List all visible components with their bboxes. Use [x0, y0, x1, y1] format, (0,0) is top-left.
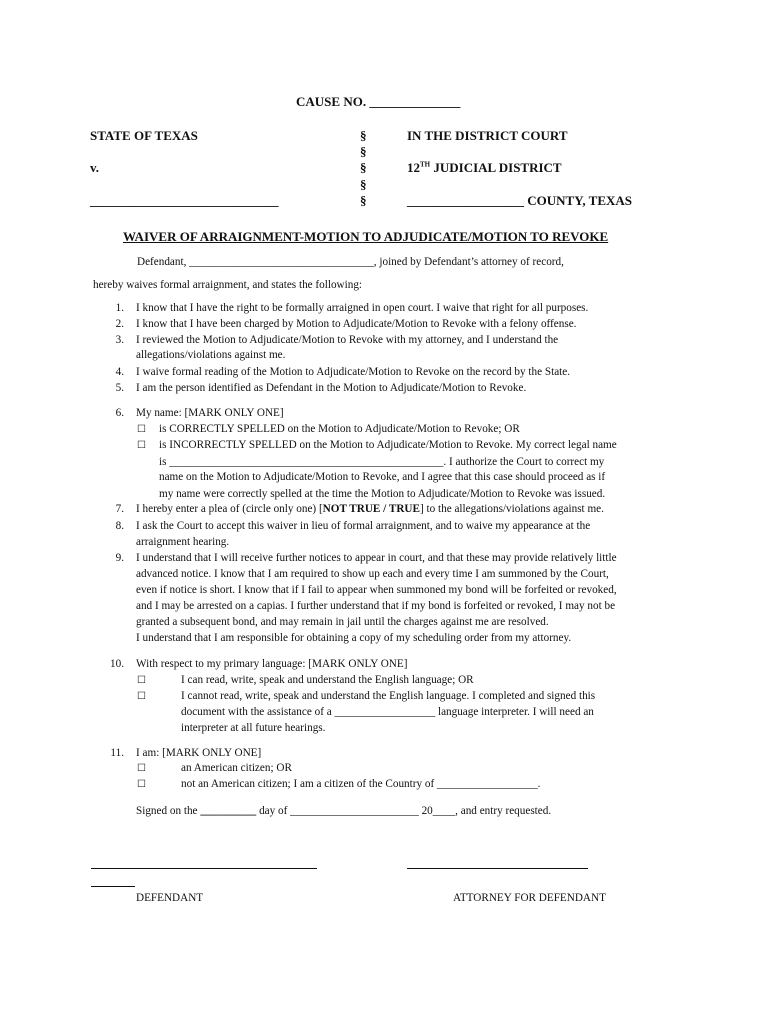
item-text: granted a subsequent bond, and may remain in jail until the charges against me are resolved. — [136, 616, 549, 628]
versus: v. — [90, 160, 100, 175]
signed-rest: day of _______________________ 20____, and entry requested. — [256, 805, 552, 817]
option-text: my name were correctly spelled at the time the Motion to Adjudicate/Motion to Revoke was issued. — [159, 488, 606, 500]
item-number: 1. — [115, 302, 124, 314]
option-text: I cannot read, write, speak and understand the English language. I completed and signed this — [181, 690, 596, 702]
item-text — [136, 503, 604, 515]
district-ordinal: TH — [420, 160, 431, 169]
section-mark: § — [360, 144, 367, 159]
defendant-signature-line-short — [91, 886, 135, 887]
county-texas: __________________ COUNTY, TEXAS — [407, 193, 633, 208]
defendant-label: DEFENDANT — [136, 892, 204, 904]
section-mark: § — [360, 128, 367, 143]
district-number: 12 — [407, 160, 420, 175]
item-text: I understand that I will receive further notices to appear in court, and that these may provide relatively little — [136, 552, 617, 564]
item-text: I understand that I am responsible for obtaining a copy of my scheduling order from my attorney. — [136, 632, 572, 644]
checkbox[interactable]: ☐ — [137, 440, 146, 451]
section-mark: § — [360, 177, 367, 192]
option-text: I can read, write, speak and understand the English language; OR — [181, 674, 474, 686]
item-number: 5. — [115, 382, 124, 394]
item-text: I waive formal reading of the Motion to Adjudicate/Motion to Revoke on the record by the State. — [136, 366, 571, 378]
item-number: 2. — [115, 318, 124, 330]
item-number: 6. — [115, 407, 124, 419]
option-text: an American citizen; OR — [181, 762, 292, 774]
item-text: arraignment hearing. — [136, 536, 230, 548]
item-number: 3. — [115, 334, 124, 346]
option-text: is CORRECTLY SPELLED on the Motion to Adjudicate/Motion to Revoke; OR — [159, 423, 520, 435]
item-text: I ask the Court to accept this waiver in lieu of formal arraignment, and to waive my appearance at the — [136, 520, 591, 532]
defendant-signature-line — [91, 868, 317, 869]
item-text: My name: [MARK ONLY ONE] — [136, 407, 284, 419]
item-number: 8. — [115, 520, 124, 532]
item-text: I know that I have been charged by Motion to Adjudicate/Motion to Revoke with a felony offense. — [136, 318, 577, 330]
attorney-signature-line — [407, 868, 588, 869]
item-text: I know that I have the right to be formally arraigned in open court. I waive that right for all purposes. — [136, 302, 589, 314]
checkbox[interactable]: ☐ — [137, 763, 146, 774]
item-text: I reviewed the Motion to Adjudicate/Motion to Revoke with my attorney, and I understand the — [136, 334, 559, 346]
option-text: is INCORRECTLY SPELLED on the Motion to Adjudicate/Motion to Revoke. My correct legal name — [159, 439, 617, 451]
item-text: advanced notice. I know that I am required to show up each and every time I am summoned by the Court, — [136, 568, 609, 580]
cause-number: CAUSE NO. ______________ — [296, 94, 461, 109]
checkbox[interactable]: ☐ — [137, 779, 146, 790]
day-blank: __________ — [200, 805, 257, 817]
judicial-district — [407, 160, 562, 176]
item-text: and I may be arrested on a capias. I further understand that if my bond is forfeited or revoked, I may not be — [136, 600, 616, 612]
option-text: name on the Motion to Adjudicate/Motion to Revoke, and I agree that this case should proceed as if — [159, 471, 606, 483]
signed-prefix: Signed on the — [136, 805, 201, 817]
state-of-texas: STATE OF TEXAS — [90, 128, 198, 143]
item-text: I am the person identified as Defendant in the Motion to Adjudicate/Motion to Revoke. — [136, 382, 527, 394]
checkbox[interactable]: ☐ — [137, 675, 146, 686]
item-number: 4. — [115, 366, 124, 378]
item-number: 7. — [115, 503, 124, 515]
section-mark: § — [360, 160, 367, 175]
option-text: document with the assistance of a __________________ language interpreter. I will need an — [181, 706, 594, 718]
checkbox[interactable]: ☐ — [137, 691, 146, 702]
item-text: I am: [MARK ONLY ONE] — [136, 747, 262, 759]
checkbox[interactable]: ☐ — [137, 424, 146, 435]
intro-line: hereby waives formal arraignment, and states the following: — [93, 279, 363, 291]
option-text: is _________________________________________________. I authorize the Court to correct my — [159, 456, 605, 468]
item-text: even if notice is short. I know that if I fail to appear when summoned my bond will be forfeited or revoked, — [136, 584, 617, 596]
document-title: WAIVER OF ARRAIGNMENT-MOTION TO ADJUDICATE/MOTION TO REVOKE — [123, 229, 609, 244]
plea-prefix: I hereby enter a plea of (circle only one) [ — [136, 503, 323, 515]
item-number: 9. — [115, 552, 124, 564]
option-text: interpreter at all future hearings. — [181, 722, 326, 734]
defendant-caption-blank: _____________________________ — [90, 193, 279, 208]
district-label: JUDICIAL DISTRICT — [430, 160, 562, 175]
signed-line — [136, 805, 551, 817]
plea-suffix: ] to the allegations/violations against me. — [419, 503, 604, 515]
intro-line: Defendant, _________________________________, joined by Defendant’s attorney of record, — [137, 256, 564, 268]
item-number: 10. — [110, 658, 124, 670]
section-mark: § — [360, 193, 367, 208]
item-text: allegations/violations against me. — [136, 349, 286, 361]
district-court: IN THE DISTRICT COURT — [407, 128, 568, 143]
plea-options: NOT TRUE / TRUE — [322, 503, 420, 515]
item-number: 11. — [110, 747, 124, 759]
option-text: not an American citizen; I am a citizen of the Country of __________________. — [181, 778, 541, 790]
item-text: With respect to my primary language: [MARK ONLY ONE] — [136, 658, 408, 670]
attorney-label: ATTORNEY FOR DEFENDANT — [453, 892, 606, 904]
